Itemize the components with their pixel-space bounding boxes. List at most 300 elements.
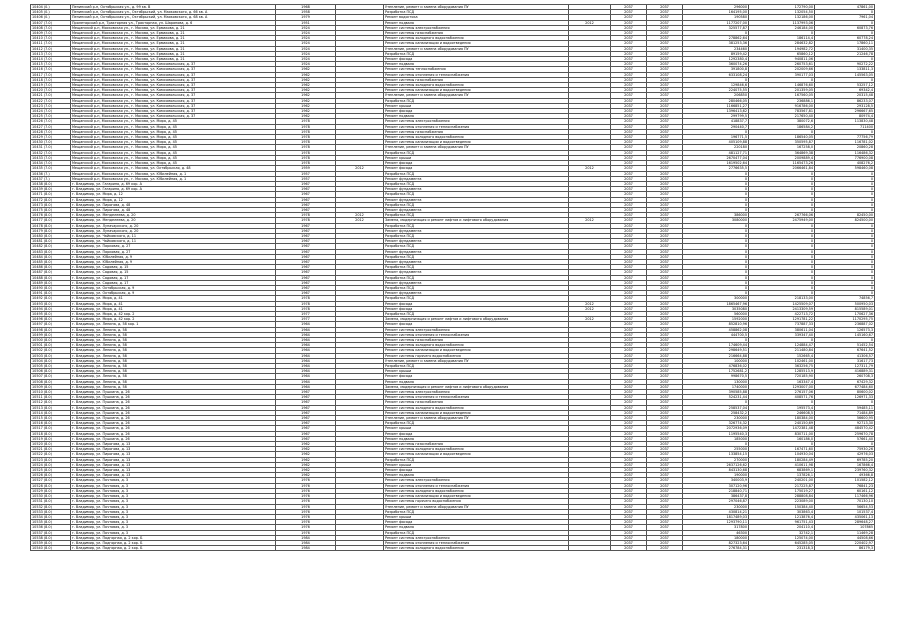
cell-address: Мещанский р-н, Московская ул., г. Москва, ул. Комсомольская, д. 37 (71, 98, 276, 103)
cell-address: г. Владимир, ул. Пушкина, д. 26 (71, 400, 276, 405)
cell-cost-fund: 1293007,00 (749, 384, 815, 389)
cell-cost-total: 174609,44 (683, 343, 749, 348)
cell-id: 10489 (8.0) (31, 280, 71, 285)
cell-address: Мещанский р-н, Московская ул., г. Москва, ул. Юбилейная, д. 1 (71, 171, 276, 176)
cell-year-start: 2037 (611, 405, 647, 410)
cell-work-type: Утепление, ремонт и замена оборудования ПУ (384, 416, 569, 421)
cell-cost-total: 476836,02 (683, 364, 749, 369)
cell-year-end: 2037 (647, 348, 683, 353)
cell-address: г. Владимир, ул. Пирогова, д. 13 (71, 473, 276, 478)
cell-id: 10480 (8.0) (31, 233, 71, 238)
cell-address: Мещанский р-н, Московская ул., г. Москва, ул. Комсомольская, д. 37 (71, 88, 276, 93)
cell-year-end: 2037 (647, 249, 683, 254)
cell-cost-fund: 1291781,22 (749, 317, 815, 322)
cell-year-start: 2037 (611, 197, 647, 202)
cell-year-end: 2037 (647, 51, 683, 56)
cell-cost-total: 230000 (683, 504, 749, 509)
cell-address: Мещанский р-н, Московская ул., г. Москва, ул. Мира, д. 45 (71, 124, 276, 129)
cell-id: 10418 (7.0) (31, 77, 71, 82)
cell-cost-fund: 0 (749, 280, 815, 285)
cell-year-built: 1924 (276, 31, 336, 36)
cell-work-type: Ремонт фундамента (384, 291, 569, 296)
cell-year-built: 1978 (276, 306, 336, 311)
cell-cost-fund: 2066461,84 (749, 166, 815, 171)
cell-cost-other: 11469,28 (815, 530, 875, 535)
cell-work-type: Ремонт фасада (384, 520, 569, 525)
cell-cost-other: 0 (815, 285, 875, 290)
cell-cost-total: 216664,88 (683, 353, 749, 358)
cell-year-start: 2037 (611, 364, 647, 369)
cell-cost-other: 116486,32 (815, 150, 875, 155)
cell-cost-total: 386437,8 (683, 494, 749, 499)
cell-address: г. Владимир, ул. Октябрьская, д. 9 (71, 285, 276, 290)
cell-year-end: 2037 (647, 265, 683, 270)
cell-year-end: 2037 (647, 218, 683, 223)
cell-cost-other: 113830,48 (815, 119, 875, 124)
cell-year-start: 2037 (611, 46, 647, 51)
cell-year-repair: 2012 (336, 213, 384, 218)
cell-work-type: Разработка ПСД (384, 202, 569, 207)
cell-cost-other: 598460,08 (815, 166, 875, 171)
cell-year-start: 2037 (611, 369, 647, 374)
cell-year-start: 2037 (611, 41, 647, 46)
cell-work-type: Ремонт системы холодного водоснабжения (384, 83, 569, 88)
cell-year-start: 2037 (611, 395, 647, 400)
cell-address: г. Владимир, ул. Почтовая, д. 3 (71, 509, 276, 514)
cell-cost-other: 0 (815, 223, 875, 228)
cell-year-end: 2037 (647, 317, 683, 322)
cell-year-built: 1976 (276, 520, 336, 525)
cell-id: 10519 (8.0) (31, 436, 71, 441)
cell-cost-fund: 194982,72 (749, 46, 815, 51)
cell-address: Мещанский р-н, Московская ул., г. Москва, ул. Октябрьская, д. 48 (71, 166, 276, 171)
cell-cost-other: 145160,67 (815, 332, 875, 337)
cell-cost-fund: 167560,05 (749, 93, 815, 98)
cell-cost-total: 1865467,96 (683, 301, 749, 306)
cell-address: г. Владимир, ул. Почтовая, д. 3 (71, 514, 276, 519)
cell-year-built: 1967 (276, 285, 336, 290)
cell-year-end: 2037 (647, 478, 683, 483)
cell-cost-other: 69342,4 (815, 88, 875, 93)
cell-year-end: 2037 (647, 442, 683, 447)
cell-work-type: Утепление, ремонт и замена оборудования ПУ (384, 504, 569, 509)
cell-year-end: 2037 (647, 119, 683, 124)
cell-cost-total: 1166851,27 (683, 103, 749, 108)
cell-cost-fund: 0 (749, 171, 815, 176)
cell-cost-other: 20315,48 (815, 93, 875, 98)
cell-cost-fund: 0 (749, 291, 815, 296)
cell-cost-other: 31400,35 (815, 46, 875, 51)
cell-cost-total: 444700,5 (683, 332, 749, 337)
cell-cost-fund: 0 (749, 442, 815, 447)
cell-year-end: 2037 (647, 259, 683, 264)
cell-year-start: 2037 (611, 390, 647, 395)
cell-year-end: 2037 (647, 468, 683, 473)
cell-year-start: 2037 (611, 311, 647, 316)
cell-id: 10428 (7.0) (31, 129, 71, 134)
cell-cost-fund: 0 (749, 181, 815, 186)
cell-cost-fund: 186114,4 (749, 36, 815, 41)
cell-id: 10405 (0.) (31, 10, 71, 15)
cell-cost-fund: 1472381,48 (749, 426, 815, 431)
cell-year-built: 1962 (276, 462, 336, 467)
cell-address: г. Владимир, ул. Пирогова, д. 13 (71, 447, 276, 452)
cell-year-end: 2037 (647, 462, 683, 467)
cell-work-type: Ремонт системы электроснабжения (384, 25, 569, 30)
cell-cost-total: 0 (683, 233, 749, 238)
cell-id: 10497 (8.0) (31, 322, 71, 327)
cell-cost-total: 0 (683, 442, 749, 447)
cell-year-end: 2037 (647, 488, 683, 493)
cell-cost-total: 418837,7 (683, 119, 749, 124)
cell-cost-fund: 240150,69 (749, 421, 815, 426)
cell-cost-other: 0 (815, 275, 875, 280)
cell-id: 10436 (7.) (31, 171, 71, 176)
cell-cost-other: 0 (815, 77, 875, 82)
cell-id: 10518 (8.0) (31, 431, 71, 436)
cell-address: г. Владимир, ул. Мира, д. 12 (71, 192, 276, 197)
cell-year-start: 2037 (611, 72, 647, 77)
cell-year-end: 2037 (647, 525, 683, 530)
cell-cost-other: 70130,10 (815, 499, 875, 504)
cell-cost-total: 458862,08 (683, 327, 749, 332)
cell-work-type: Разработка ПСД (384, 285, 569, 290)
cell-year-built: 1964 (276, 327, 336, 332)
cell-id: 10520 (8.0) (31, 442, 71, 447)
cell-cost-other: 0 (815, 207, 875, 212)
cell-address: г. Владимир, ул. Мира, д. 41 (71, 296, 276, 301)
cell-year-start: 2037 (611, 109, 647, 114)
cell-work-type: Разработка ПСД (384, 10, 569, 15)
cell-cost-other: 0 (815, 270, 875, 275)
cell-work-type: Ремонт фундамента (384, 197, 569, 202)
cell-year-start: 2037 (611, 57, 647, 62)
cell-cost-fund: 940811,06 (749, 57, 815, 62)
cell-id: 10532 (8.0) (31, 504, 71, 509)
cell-year-end: 2037 (647, 88, 683, 93)
cell-work-type: Ремонт системы отопления и теплоснабжения (384, 540, 569, 545)
cell-cost-fund: 0 (749, 223, 815, 228)
cell-year-end: 2037 (647, 140, 683, 145)
cell-address: Мещанский р-н, Московская ул., г. Москва, ул. Ермакова, д. 21 (71, 41, 276, 46)
cell-work-type: Ремонт системы отопления и теплоснабжения (384, 124, 569, 129)
cell-year-start: 2037 (611, 478, 647, 483)
cell-id: 10515 (8.0) (31, 416, 71, 421)
cell-work-type: Ремонт системы холодного водоснабжения (384, 405, 569, 410)
cell-address: г. Владимир, ул. Ленина, д. 58 (71, 332, 276, 337)
cell-year-built: 1957 (276, 176, 336, 181)
cell-year-built: 1967 (276, 421, 336, 426)
cell-cost-other: 44508,66 (815, 535, 875, 540)
cell-cost-total: 206850 (683, 93, 749, 98)
cell-year-start: 2037 (611, 239, 647, 244)
cell-work-type: Ремонт системы отопления и теплоснабжения (384, 332, 569, 337)
cell-cost-total: 0 (683, 176, 749, 181)
cell-id: 10411 (7.0) (31, 41, 71, 46)
cell-year-built: 1967 (276, 223, 336, 228)
cell-cost-total: 0 (683, 223, 749, 228)
cell-year-built: 1976 (276, 494, 336, 499)
cell-year-built: 1984 (276, 535, 336, 540)
cell-year-end: 2037 (647, 514, 683, 519)
cell-id: 10496 (8.0) (31, 317, 71, 322)
cell-year-end: 2037 (647, 364, 683, 369)
cell-id: 10406 (0.) (31, 15, 71, 20)
cell-year-start: 2037 (611, 62, 647, 67)
cell-work-type: Разработка ПСД (384, 192, 569, 197)
cell-id: 10473 (8.0) (31, 202, 71, 207)
cell-work-type: Ремонт фасада (384, 468, 569, 473)
table-row (31, 546, 875, 551)
cell-work-type: Ремонт системы отопления и теплоснабжения (384, 483, 569, 488)
cell-id: 10540 (8.0) (31, 546, 71, 551)
cell-cost-other: 0 (815, 171, 875, 176)
cell-work-type: Разработка ПСД (384, 223, 569, 228)
cell-id: 10536 (8.0) (31, 525, 71, 530)
cell-work-type: Ремонт фасада (384, 322, 569, 327)
cell-year-built: 1967 (276, 410, 336, 415)
cell-id: 10501 (8.0) (31, 343, 71, 348)
cell-year-start: 2037 (611, 249, 647, 254)
cell-year-end: 2037 (647, 244, 683, 249)
cell-id: 10413 (7.0) (31, 51, 71, 56)
cell-year-end: 2037 (647, 15, 683, 20)
cell-year-end: 2037 (647, 410, 683, 415)
cell-cost-other: 92713,30 (815, 421, 875, 426)
cell-id: 10477 (8.0) (31, 218, 71, 223)
cell-year-end: 2037 (647, 499, 683, 504)
cell-year-start: 2037 (611, 447, 647, 452)
cell-cost-other: 90272,22 (815, 62, 875, 67)
cell-year-last (569, 546, 611, 551)
cell-id: 10483 (8.0) (31, 249, 71, 254)
cell-cost-other: 60873,76 (815, 25, 875, 30)
cell-year-start: 2037 (611, 176, 647, 181)
cell-address: Пенинский р-н, Октябрьская ул., Октябрьский, ул. Маяковского, д. 68 кв. А (71, 15, 276, 20)
cell-work-type: Ремонт крыши (384, 462, 569, 467)
cell-work-type: Ремонт крыши (384, 103, 569, 108)
cell-cost-fund: 132054,50 (749, 10, 815, 15)
cell-year-end: 2037 (647, 275, 683, 280)
cell-year-last: 2012 (569, 20, 611, 25)
cell-address: Мещанский р-н, Московская ул., г. Москва, ул. Юбилейная, д. 1 (71, 176, 276, 181)
cell-year-built: 1976 (276, 514, 336, 519)
cell-cost-other: 0 (815, 10, 875, 15)
cell-year-start: 2037 (611, 322, 647, 327)
cell-year-start: 2037 (611, 67, 647, 72)
cell-year-built: 1978 (276, 129, 336, 134)
cell-address: г. Владимир, ул. Ленина, д. 58 (71, 327, 276, 332)
cell-cost-fund: 231318,3 (749, 546, 815, 551)
cell-work-type: Разработка ПСД (384, 457, 569, 462)
cell-year-built: 1924 (276, 57, 336, 62)
cell-cost-other: 0 (815, 239, 875, 244)
cell-cost-total: 2637126,62 (683, 462, 749, 467)
cell-work-type: Ремонт системы газоснабжения (384, 338, 569, 343)
cell-work-type: Ремонт подвала (384, 62, 569, 67)
cell-cost-total: 360074,26 (683, 62, 749, 67)
cell-cost-fund: 146876,60 (749, 83, 815, 88)
cell-year-end: 2037 (647, 473, 683, 478)
cell-cost-other: 56600,95 (815, 416, 875, 421)
cell-cost-total: 405109,88 (683, 140, 749, 145)
cell-cost-other: 0 (815, 244, 875, 249)
cell-year-end: 2037 (647, 291, 683, 296)
cell-year-start: 2037 (611, 218, 647, 223)
cell-cost-fund: 830711,00 (749, 431, 815, 436)
cell-year-end: 2037 (647, 296, 683, 301)
cell-work-type: Ремонт подвала (384, 436, 569, 441)
cell-cost-total: 827323,64 (683, 540, 749, 545)
cell-work-type: Разработка ПСД (384, 98, 569, 103)
cell-cost-fund: 152665,4 (749, 353, 815, 358)
cell-work-type: Ремонт системы канализации и водоотведения (384, 41, 569, 46)
cell-cost-fund: 1285513,9 (749, 369, 815, 374)
cell-year-start: 2037 (611, 280, 647, 285)
cell-year-start: 2037 (611, 161, 647, 166)
cell-address: г. Владимир, ул. Гагарина, д. 69 кор. А (71, 187, 276, 192)
cell-address: Мещанский р-н, Московская ул., г. Москва, ул. Комсомольская, д. 37 (71, 93, 276, 98)
cell-work-type: Ремонт системы горячего водоснабжения (384, 353, 569, 358)
cell-cost-other: 220402,97 (815, 540, 875, 545)
cell-year-last: 2012 (569, 306, 611, 311)
cell-cost-total: 258432,2 (683, 410, 749, 415)
cell-year-built: 1967 (276, 197, 336, 202)
cell-cost-other: 0 (815, 442, 875, 447)
cell-year-start: 2037 (611, 5, 647, 10)
cell-year-built: 1967 (276, 249, 336, 254)
cell-year-start: 2037 (611, 129, 647, 134)
cell-year-end: 2037 (647, 416, 683, 421)
cell-cost-total: 1292380,4 (683, 57, 749, 62)
cell-year-start: 2037 (611, 145, 647, 150)
cell-address: г. Владимир, ул. Пушкина, д. 26 (71, 436, 276, 441)
cell-work-type: Ремонт фасада (384, 301, 569, 306)
cell-year-end: 2037 (647, 124, 683, 129)
cell-year-built: 1964 (276, 322, 336, 327)
cell-work-type: Ремонт системы холодного водоснабжения (384, 546, 569, 551)
cell-address: Мещанский р-н, Московская ул., г. Москва, ул. Ермакова, д. 21 (71, 25, 276, 30)
cell-work-type: Ремонт фундамента (384, 207, 569, 212)
cell-cost-other: 0 (815, 400, 875, 405)
cell-cost-other: 824500,00 (815, 218, 875, 223)
cell-year-built: 1962 (276, 468, 336, 473)
cell-year-start: 2037 (611, 338, 647, 343)
cell-cost-fund: 1137993,06 (749, 20, 815, 25)
cell-cost-fund: 2475949,00 (749, 218, 815, 223)
cell-cost-fund: 32742,1 (749, 530, 815, 535)
cell-address: Пролетарский р-н, Тракторная ул., Тракторная, ул. Шарапова, д. 6 (71, 20, 276, 25)
cell-address: Пенинский р-н, Октябрьская ул., Октябрьский, ул. Маяковского, д. 66 кв. А (71, 10, 276, 15)
cell-cost-fund: 0 (749, 249, 815, 254)
cell-cost-fund: 0 (749, 338, 815, 343)
cell-cost-other: 776900,08 (815, 155, 875, 160)
cell-year-built: 1978 (276, 301, 336, 306)
cell-year-end: 2037 (647, 207, 683, 212)
cell-cost-total: 381253,36 (683, 41, 749, 46)
cell-work-type: Разработка ПСД (384, 233, 569, 238)
cell-cost-total: 180000 (683, 535, 749, 540)
cell-id: 10517 (8.0) (31, 426, 71, 431)
cell-year-end: 2037 (647, 228, 683, 233)
cell-cost-fund: 390177,03 (749, 72, 815, 77)
cell-cost-fund: 167471,60 (749, 447, 815, 452)
cell-year-end: 2037 (647, 395, 683, 400)
cell-year-start: 2037 (611, 181, 647, 186)
cell-year-end: 2037 (647, 57, 683, 62)
cell-id: 10522 (8.0) (31, 452, 71, 457)
cell-cost-total: 326774,32 (683, 421, 749, 426)
cell-year-built: 1967 (276, 426, 336, 431)
cell-cost-other: 80974,4 (815, 114, 875, 119)
cell-cost-fund: 363256,75 (749, 364, 815, 369)
cell-address: г. Владимир, ул. Садовая, д. 15 (71, 270, 276, 275)
cell-work-type: Ремонт системы холодного водоснабжения (384, 488, 569, 493)
cell-year-start: 2037 (611, 421, 647, 426)
cell-year-end: 2037 (647, 103, 683, 108)
cell-id: 10439 (8.0) (31, 187, 71, 192)
cell-year-start: 2037 (611, 15, 647, 20)
cell-id: 10537 (8.0) (31, 530, 71, 535)
cell-cost-other: 107865 (815, 525, 875, 530)
cell-year-built: 1959 (276, 166, 336, 171)
cell-cost-total: 296000 (683, 5, 749, 10)
cell-work-type: Разработка ПСД (384, 364, 569, 369)
cell-year-built: 1967 (276, 390, 336, 395)
cell-cost-other: 75930,26 (815, 447, 875, 452)
cell-cost-total: 0 (683, 270, 749, 275)
cell-year-end: 2037 (647, 280, 683, 285)
cell-cost-total: 3035080 (683, 306, 749, 311)
cell-year-last: 2012 (569, 317, 611, 322)
cell-cost-fund: 195573,4 (749, 405, 815, 410)
cell-cost-total: 290440,7 (683, 124, 749, 129)
cell-year-end: 2037 (647, 98, 683, 103)
cell-year-end: 2037 (647, 181, 683, 186)
cell-year-start: 2037 (611, 416, 647, 421)
cell-work-type: Ремонт фундамента (384, 239, 569, 244)
cell-cost-fund: 204110,4 (749, 525, 815, 530)
cell-year-end: 2037 (647, 405, 683, 410)
cell-work-type: Разработка ПСД (384, 51, 569, 56)
cell-year-end: 2037 (647, 390, 683, 395)
cell-address: г. Владимир, ул. Ленина, д. 58 (71, 338, 276, 343)
cell-address: г. Владимир, ул. Садовая, д. 15 (71, 265, 276, 270)
cell-cost-other: 0 (815, 197, 875, 202)
cell-year-start: 2037 (611, 77, 647, 82)
cell-id: 10416 (7.0) (31, 67, 71, 72)
cell-cost-other: 293128,5 (815, 103, 875, 108)
cell-address: г. Владимир, ул. Луначарского, д. 20 (71, 228, 276, 233)
cell-address: г. Владимир, ул. Ленина, д. 58 (71, 379, 276, 384)
cell-cost-fund: 202009,66 (749, 67, 815, 72)
cell-year-end: 2037 (647, 192, 683, 197)
cell-year-end: 2037 (647, 311, 683, 316)
cell-year-start: 2037 (611, 36, 647, 41)
cell-year-end: 2037 (647, 155, 683, 160)
cell-id: 10488 (8.0) (31, 275, 71, 280)
cell-address: Мещанский р-н, Московская ул., г. Москва, ул. Комсомольская, д. 37 (71, 109, 276, 114)
cell-year-end: 2037 (647, 31, 683, 36)
cell-work-type: Замена, модернизация и ремонт лифтов и лифтового оборудования (384, 384, 569, 389)
cell-year-end: 2037 (647, 72, 683, 77)
cell-work-type: Ремонт фасада (384, 57, 569, 62)
cell-year-built: 1978 (276, 161, 336, 166)
cell-address: г. Владимир, ул. Луначарского, д. 20 (71, 223, 276, 228)
cell-year-end: 2037 (647, 369, 683, 374)
cell-work-type: Ремонт системы канализации и водоотведения (384, 410, 569, 415)
cell-work-type: Разработка ПСД (384, 311, 569, 316)
